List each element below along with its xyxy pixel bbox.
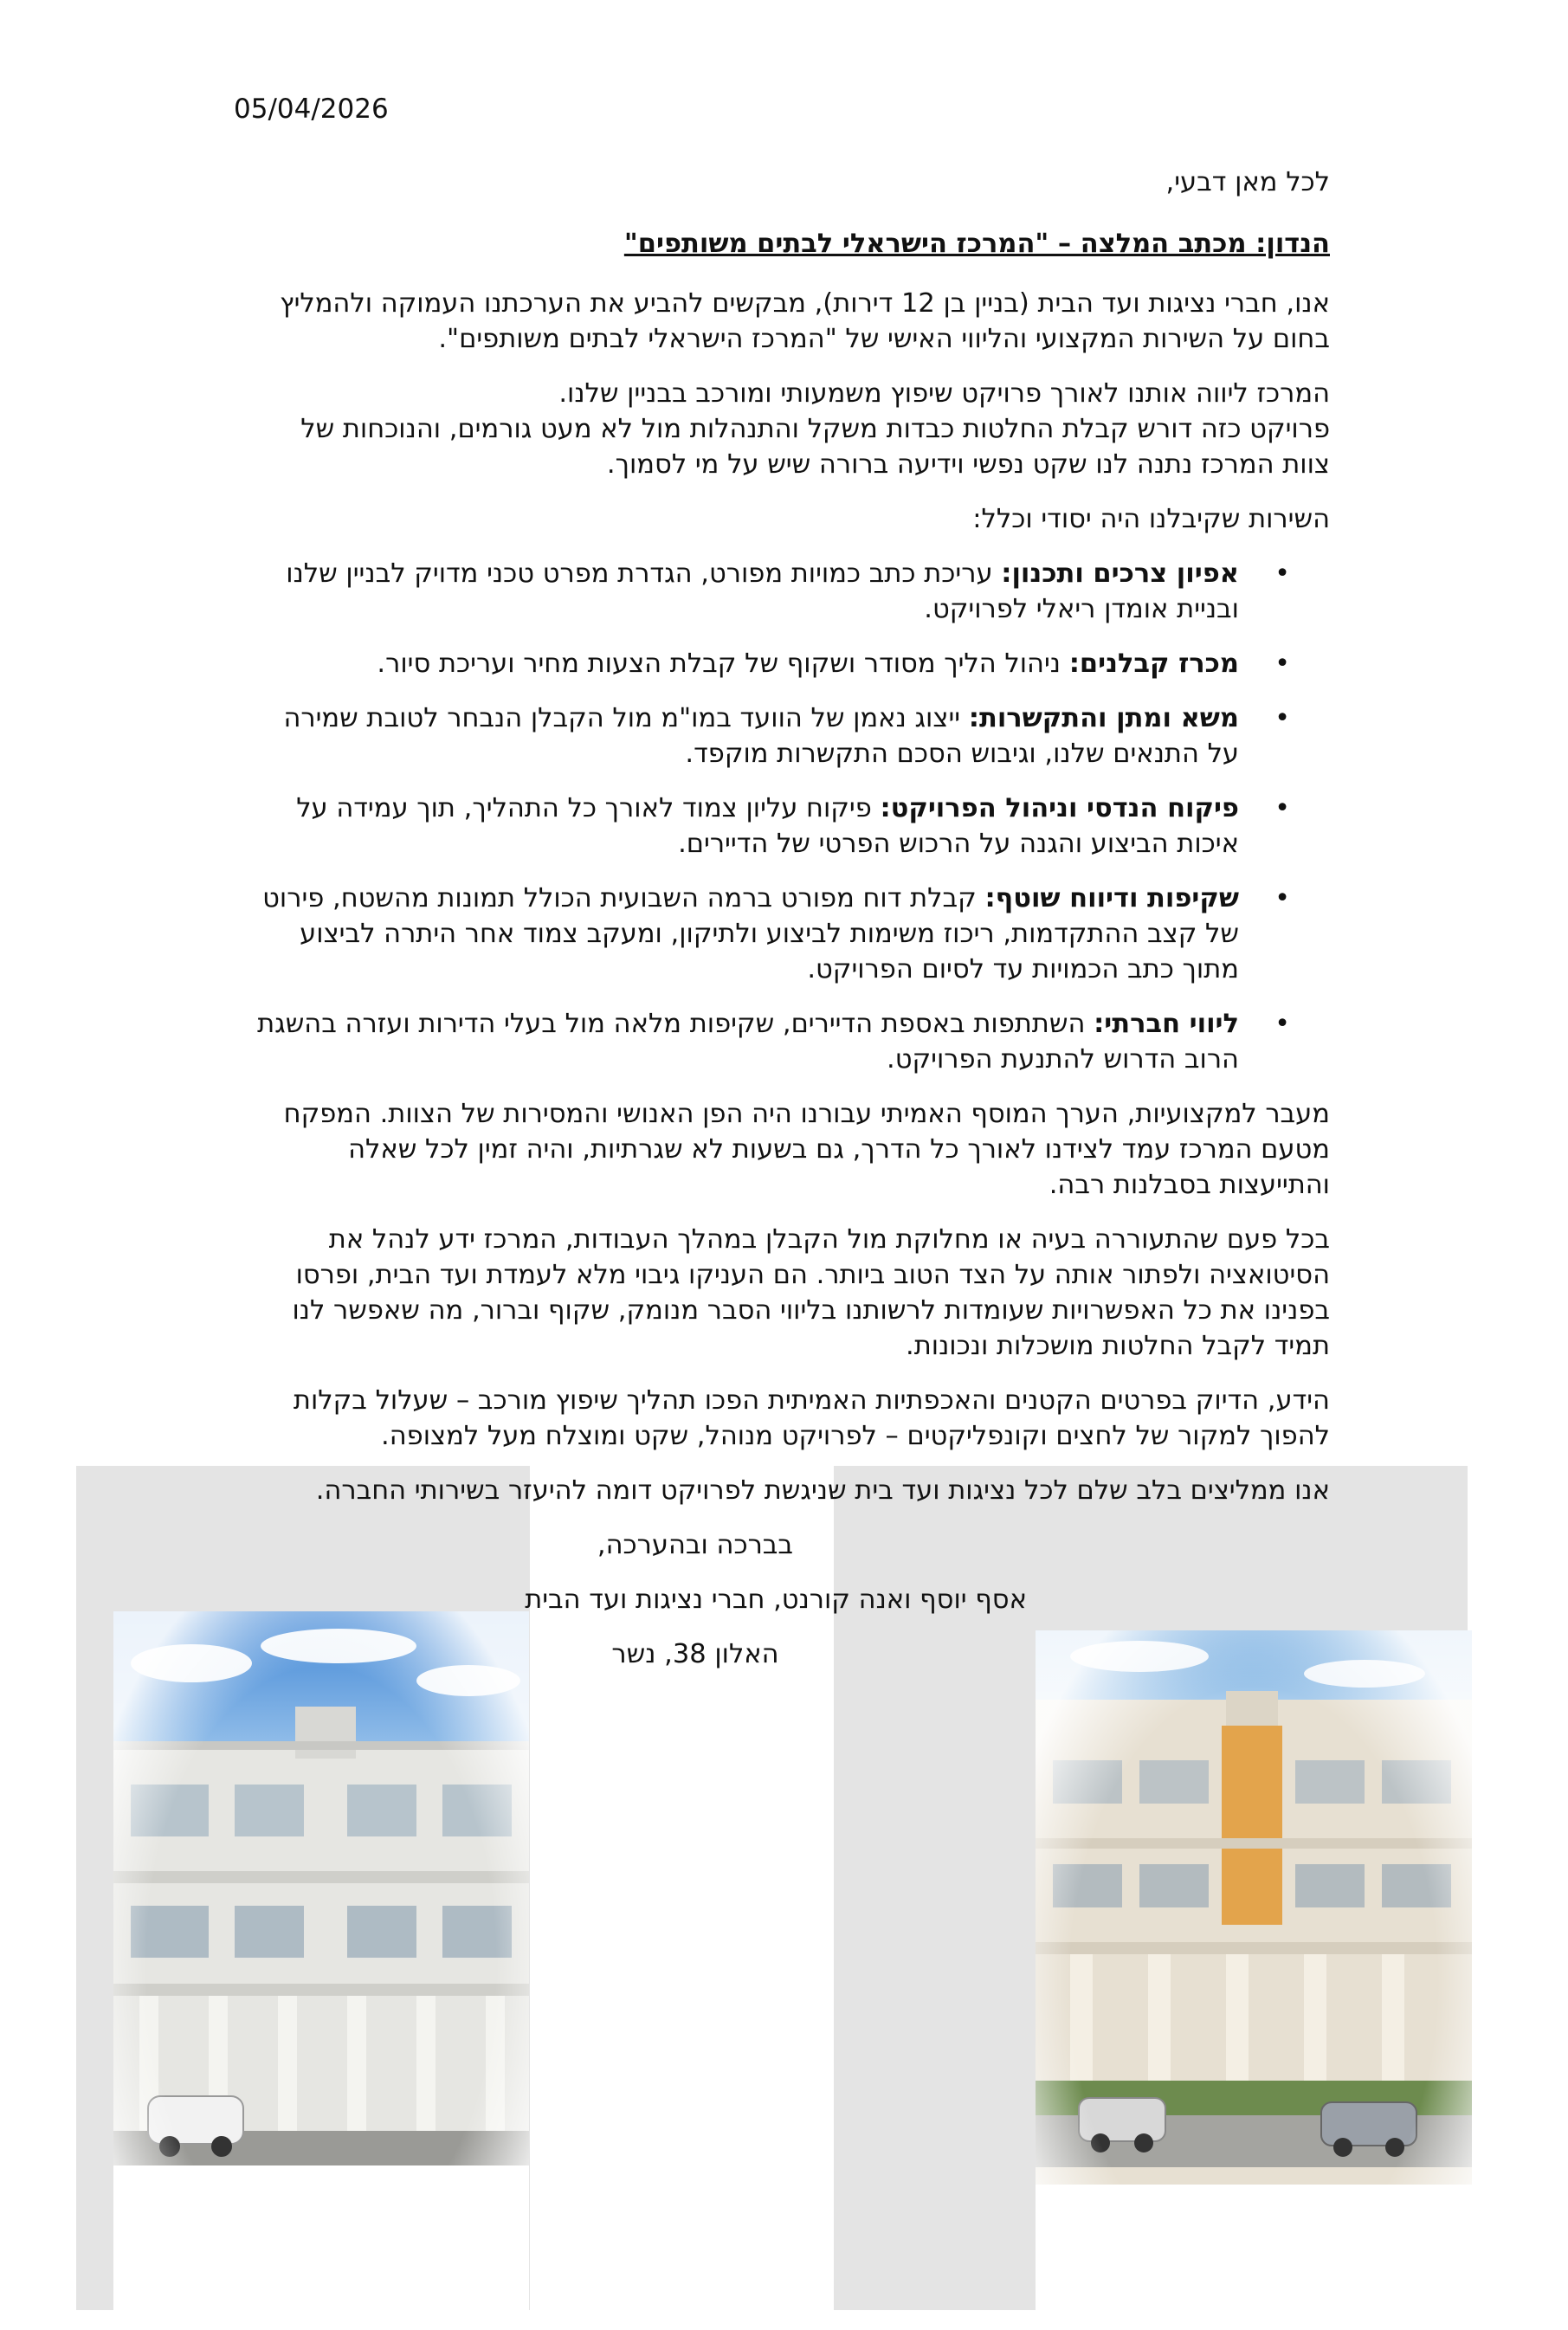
letter-date: 05/04/2026 [234,94,389,125]
building-photo-right [1036,1630,1472,2330]
list-item: • ליווי חברתי: השתתפות באספת הדיירים, שקיפות מלאה מול בעלי הדירות ועזרה בהשגת הרוב הדרוש להתנעת הפרויקט. [251,1006,1330,1077]
list-item: • שקיפות ודיווח שוטף: קבלת דוח מפורט ברמה השבועית הכולל תמונות מהשטח, פירוט של קצב ההתקדמות, ריכוז משימות לביצוע ולתיקון, ומעקב צמוד אחר היתרה לביצוע מתוך כתב הכמויות עד לסיום הפרויקט. [251,881,1330,987]
signers: אסף יוסף ואנה קורנט, חברי נציגות ועד הבית [525,1585,1027,1615]
bullet-icon: • [1274,558,1290,589]
subject-line: הנדון: מכתב המלצה – "המרכז הישראלי לבתים משותפים" [623,229,1330,259]
disputes-paragraph: בכל פעם שהתעוררה בעיה או מחלוקת מול הקבלן במהלך העבודות, המרכז ידע לנהל את הסיטואציה ולפתור אותה על הצד הטוב ביותר. הם העניקו גיבוי מלא לעמדת ועד הבית, ופרסו בפנינו את כל האפשרויות שעומדות לרשותנו בליווי הסבר מנומק, שקוף וברור, מה שאפשר לנו תמיד לקבל החלטות מושכלות ונכונות. [292,1224,1330,1361]
bullet-icon: • [1274,883,1290,913]
closing: בברכה ובהערכה, [597,1530,794,1560]
bullet-icon: • [1274,1009,1290,1039]
list-item: • מכרז קבלנים: ניהול הליך מסודר ושקוף של קבלת הצעות מחיר ועריכת סיור. [251,646,1330,681]
recommend-paragraph: אנו ממליצים בלב שלם לכל נציגות ועד בית שניגשת לפרויקט דומה להיעזר בשירותי החברה. [315,1475,1330,1506]
list-item: • משא ומתן והתקשרות: ייצוג נאמן של הוועד במו"מ מול הקבלן הנבחר לטובת שמירה על התנאים שלנו, וגיבוש הסכם התקשרות מוקפד. [251,700,1330,771]
letter-body [251,165,1330,1691]
intro-paragraph: אנו, חברי נציגות ועד הבית (בניין בן 12 דירות), מבקשים להביע את הערכתנו העמוקה ולהמליץ בחום על השירות המקצועי והליווי האישי של "המרכז הישראלי לבתים משותפים". [280,288,1330,354]
building-photo-left [113,1611,529,2313]
bullet-icon: • [1274,649,1290,679]
list-item: • פיקוח הנדסי וניהול הפרויקט: פיקוח עליון צמוד לאורך כל התהליך, תוך עמידה על איכות הביצוע והגנה על הרכוש הפרטי של הדיירים. [251,791,1330,862]
services-intro: השירות שקיבלנו היה יסודי וכלל: [972,504,1330,534]
address: האלון 38, נשר [611,1639,779,1669]
knowledge-paragraph: הידע, הדיוק בפרטים הקטנים והאכפתיות האמיתית הפכו תהליך שיפוץ מורכב – שעלול בקלות להפוך למקור של לחצים וקונפליקטים – לפרויקט מנוהל, שקט ומוצלח מעל למצופה. [293,1385,1330,1451]
greeting: לכל מאן דבעי, [1165,167,1330,197]
signoff-block [372,1527,1027,1672]
beyond-paragraph: מעבר למקצועיות, הערך המוסף האמיתי עבורנו היה הפן האנושי והמסירות של הצוות. המפקח מטעם המרכז עמד לצידנו לאורך כל הדרך, גם בשעות לא שגרתיות, והיה זמין לכל שאלה והתייעצות בסבלנות רבה. [283,1099,1330,1200]
list-item: • אפיון צרכים ותכנון: עריכת כתב כמויות מפורט, הגדרת מפרט טכני מדויק לבניין שלנו ובניית אומדן ריאלי לפרויקט. [251,556,1330,627]
project-paragraph: המרכז ליווה אותנו לאורך פרויקט שיפוץ משמעותי ומורכב בבניין שלנו. פרויקט כזה דורש קבלת החלטות כבדות משקל והתנהלות מול לא מעט גורמים, והנוכחות של צוות המרכז נתנה לנו שקט נפשי וידיעה ברורה שיש על מי לסמוך. [300,378,1330,480]
services-list [251,556,1330,1077]
bullet-icon: • [1274,793,1290,823]
bullet-icon: • [1274,703,1290,733]
